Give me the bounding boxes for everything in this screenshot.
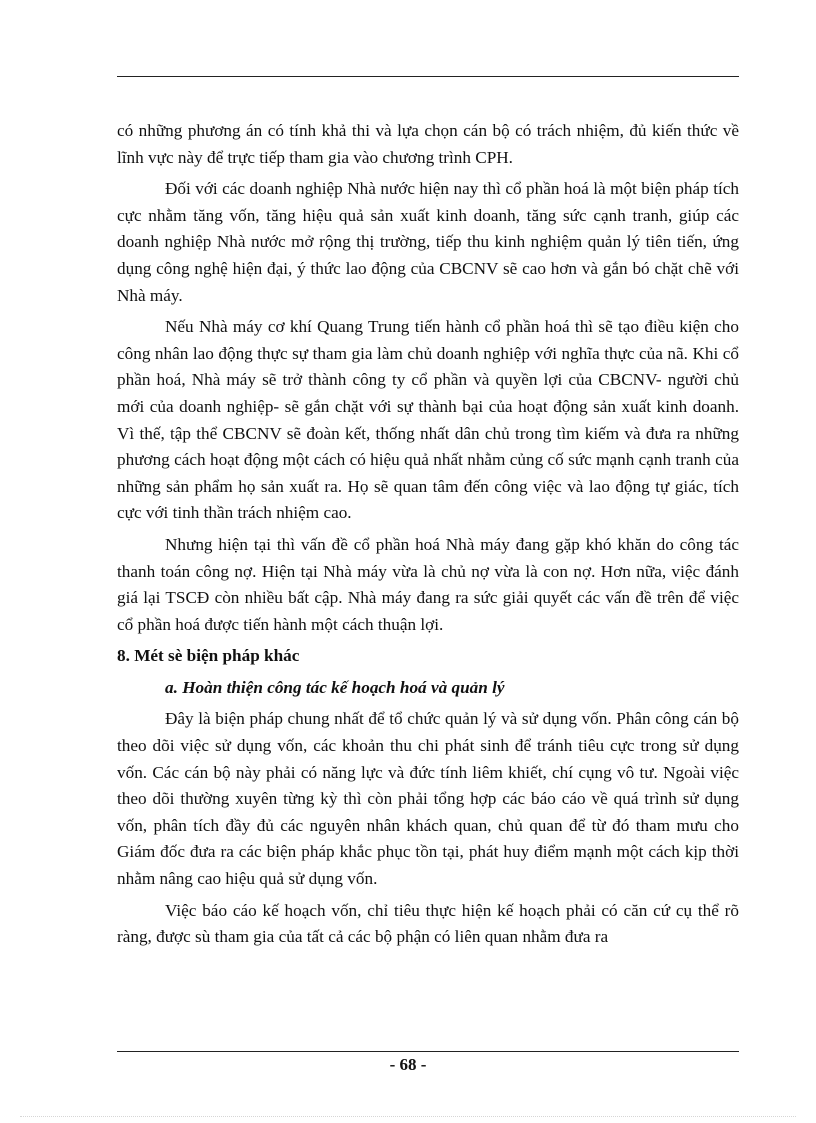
paragraph-general-measure: Đây là biện pháp chung nhất để tổ chức quản lý và sử dụng vốn. Phân công cán bộ theo dõi việc sử dụng vốn, các khoản thu chi phát sinh để tránh tiêu cực trong sử dụng vốn. Các cán bộ này phải có năng lực và đức tính liêm khiết, chí cụng vô tư. Ngoài việc theo dõi thường xuyên từng kỳ thì còn phải tổng hợp các báo cáo về quá trình sử dụng vốn, phân tích đầy đủ các nguyên nhân khách quan, chủ quan để từ đó tham mưu cho Giám đốc đưa ra các biện pháp khắc phục tồn tại, phát huy điểm mạnh một cách kịp thời nhằm nâng cao hiệu quả sử dụng vốn. — [117, 709, 739, 889]
paragraph-quang-trung-equitization: Nếu Nhà máy cơ khí Quang Trung tiến hành cổ phần hoá thì sẽ tạo điều kiện cho công nhân lao động thực sự tham gia làm chủ doanh nghiệp với nghĩa thực của nã. Khi cổ phần hoá, Nhà máy sẽ trở thành công ty cổ phần và quyền lợi của CBCNV- người chủ mới của doanh nghiệp- sẽ gắn chặt với sự thành bại của hoạt động sản xuất kinh doanh. Vì thế, tập thể CBCNV sẽ đoàn kết, thống nhất dân chủ trong tìm kiếm và đưa ra những phương cách hoạt động một cách có hiệu quả nhất nhằm củng cố sức mạnh cạnh tranh của những sản phẩm họ sản xuất ra. Họ sẽ quan tâm đến công việc và lao động tự giác, tích cực với tinh thần trách nhiệm cao. — [117, 317, 739, 523]
paragraph-capital-plan-report: Việc báo cáo kế hoạch vốn, chỉ tiêu thực hiện kế hoạch phải có căn cứ cụ thể rõ ràng, được sù tham gia của tất cả các bộ phận có liên quan nhằm đưa ra — [117, 900, 739, 947]
header-rule — [117, 76, 739, 77]
page-number: - 68 - — [389, 1055, 427, 1074]
section-heading: 8. Mét sè biện pháp khác — [117, 646, 300, 666]
footer-rule — [117, 1051, 739, 1052]
paragraph-equitization-benefits: Đối với các doanh nghiệp Nhà nước hiện nay thì cổ phần hoá là một biện pháp tích cực nhằm tăng vốn, tăng hiệu quả sản xuất kinh doanh, tăng sức cạnh tranh, giúp các doanh nghiệp Nhà nước mở rộng thị trường, tiếp thu kinh nghiệm quản lý tiên tiến, ứng dụng công nghệ hiện đại, ý thức lao động của CBCNV sẽ cao hơn và gắn bó chặt chẽ với Nhà máy. — [117, 179, 739, 305]
paragraph-current-difficulties: Nhưng hiện tại thì vấn đề cổ phần hoá Nhà máy đang gặp khó khăn do công tác thanh toán công nợ. Hiện tại Nhà máy vừa là chủ nợ vừa là con nợ. Hơn nữa, việc đánh giá lại TSCĐ còn nhiều bất cập. Nhà máy đang ra sức giải quyết các vấn đề trên để việc cổ phần hoá được tiến hành một cách thuận lợi. — [117, 534, 739, 634]
footer-dotted-line — [20, 1116, 796, 1117]
document-body — [117, 118, 739, 956]
paragraph-continuation: có những phương án có tính khả thi và lựa chọn cán bộ có trách nhiệm, đủ kiến thức về lĩnh vực này để trực tiếp tham gia vào chương trình CPH. — [117, 121, 739, 167]
subsection-heading: a. Hoàn thiện công tác kế hoạch hoá và quản lý — [165, 677, 505, 697]
